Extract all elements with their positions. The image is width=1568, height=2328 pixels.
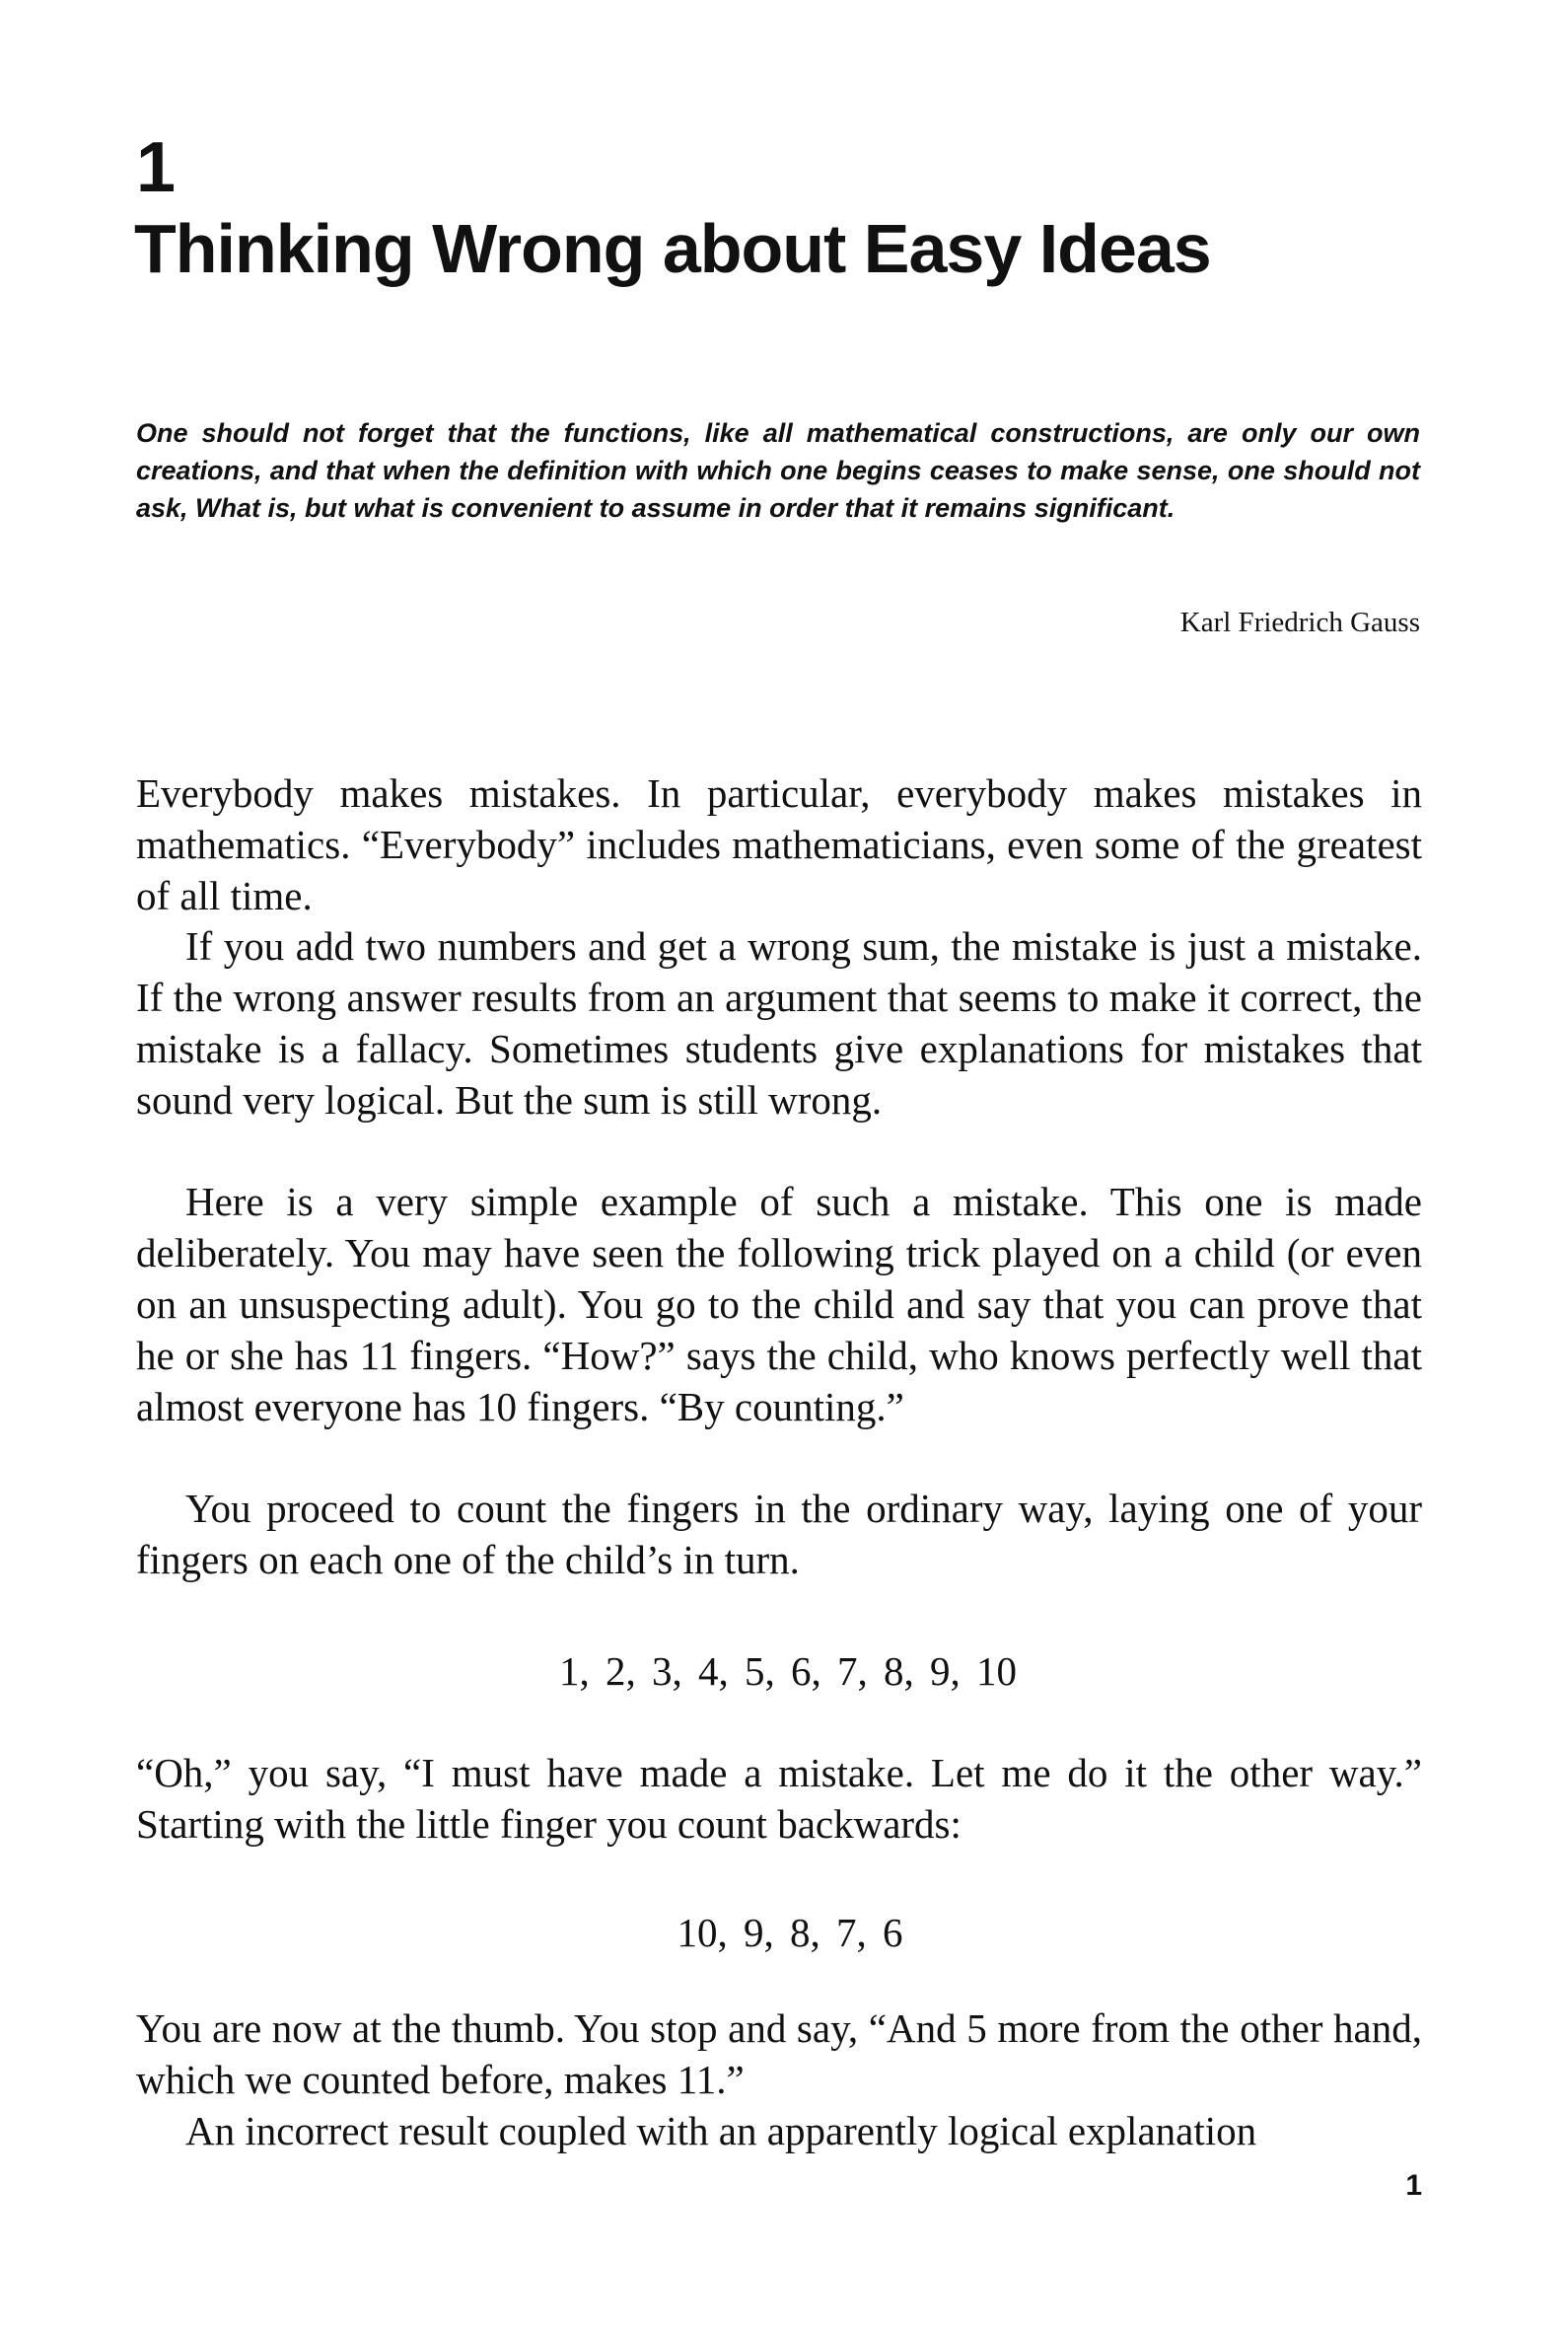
epigraph-attribution: Karl Friedrich Gauss bbox=[1179, 607, 1420, 638]
paragraph-6: You are now at the thumb. You stop and say, “And 5 more from the other hand, which we counted before, makes 11.” bbox=[136, 2005, 1422, 2102]
paragraph-7: An incorrect result coupled with an apparently logical explanation bbox=[185, 2108, 1257, 2153]
chapter-number: 1 bbox=[136, 128, 177, 207]
paragraph-1: Everybody makes mistakes. In particular, everybody makes mistakes in mathematics. “Everybody” includes mathematicians, even some of the greatest of all time. bbox=[136, 770, 1422, 918]
counting-sequence-forward: 1, 2, 3, 4, 5, 6, 7, 8, 9, 10 bbox=[559, 1648, 1017, 1694]
paragraph-3: Here is a very simple example of such a mistake. This one is made deliberately. You may have seen the following trick played on a child (or even on an unsuspecting adult). You go to the child and say that you can prove that he or she has 11 fingers. “How?” says the child, who knows perfectly well that almost everyone has 10 fingers. “By counting.” bbox=[136, 1179, 1422, 1429]
page-number: 1 bbox=[1405, 2169, 1422, 2202]
paragraph-5: “Oh,” you say, “I must have made a mistake. Let me do it the other way.” Starting with the little finger you count backwards: bbox=[136, 1750, 1422, 1847]
counting-sequence-backward: 10, 9, 8, 7, 6 bbox=[677, 1910, 903, 1955]
paragraph-2: If you add two numbers and get a wrong sum, the mistake is just a mistake. If the wrong answer results from an argument that seems to make it correct, the mistake is a fallacy. Sometimes students give explanations for mistakes that sound very logical. But the sum is still wrong. bbox=[136, 923, 1422, 1123]
paragraph-4: You proceed to count the fingers in the ordinary way, laying one of your fingers on each one of the child’s in turn. bbox=[136, 1486, 1422, 1582]
epigraph-quote: One should not forget that the functions, like all mathematical constructions, are only our own creations, and that when the definition with which one begins ceases to make sense, one should not ask, What is, but what is convenient to assume in order that it remains significant. bbox=[136, 418, 1420, 523]
chapter-title: Thinking Wrong about Easy Ideas bbox=[134, 210, 1211, 287]
